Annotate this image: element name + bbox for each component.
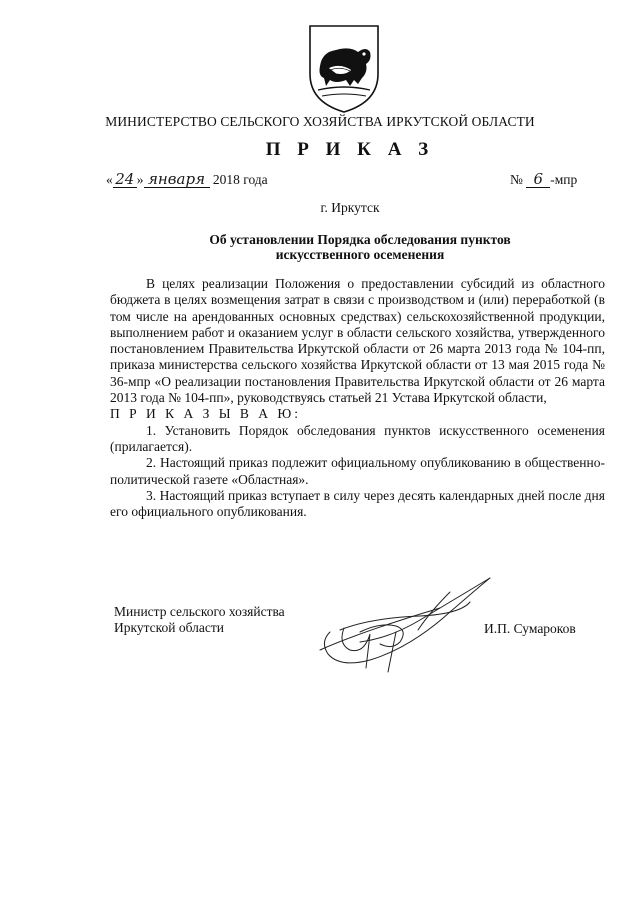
date-month: января (144, 172, 210, 188)
city: г. Иркутск (320, 200, 380, 215)
signer-position-line-1: Министр сельского хозяйства (114, 604, 285, 619)
signer-position (114, 604, 285, 637)
order-item-3: 3. Настоящий приказ вступает в силу через десять календарных дней после дня его официального опубликования. (110, 487, 605, 520)
order-title-line-2: искусственного осеменения (275, 247, 445, 262)
signer-position-line-2: Иркутской области (114, 620, 225, 636)
order-item-2: 2. Настоящий приказ подлежит официальному опубликованию в общественно-политической газете «Областная». (110, 455, 605, 487)
date-close-quote: » (136, 172, 144, 187)
ministry-name: МИНИСТЕРСТВО СЕЛЬСКОГО ХОЗЯЙСТВА ИРКУТСКОЙ ОБЛАСТИ (105, 114, 535, 129)
irkutsk-coat-of-arms-icon (306, 22, 382, 116)
date-year: 2018 года (212, 172, 268, 187)
order-date (106, 172, 268, 188)
handwritten-signature (300, 572, 500, 682)
order-directive: П Р И К А З Ы В А Ю: (110, 406, 302, 422)
order-body (110, 276, 605, 520)
number-suffix: -мпр (550, 172, 578, 187)
number-value: 6 (526, 172, 550, 188)
order-item-1: 1. Установить Порядок обследования пунктов искусственного осеменения (прилагается). (110, 422, 605, 454)
order-title-line-1: Об установлении Порядка обследования пунктов (209, 232, 511, 247)
document-type: П Р И К А З (265, 139, 435, 160)
order-number (510, 172, 577, 188)
order-title (160, 232, 560, 262)
date-day: 24 (113, 172, 137, 188)
date-open-quote: « (106, 172, 113, 187)
preamble-paragraph: В целях реализации Положения о предоставлении субсидий из областного бюджета в целях возмещения затрат в связи с производством и (или) переработкой (в том числе на арендованных основных средствах) сельскохозяйственной продукции, выполнением работ и оказанием услуг в области сельского хозяйства, утвержденного постановлением Правительства Иркутской области от 26 марта 2013 года № 104-пп, приказа министерства сельского хозяйства Иркутской области от 13 мая 2015 года № 36-мпр «О реализации постановления Правительства Иркутской области от 26 марта 2013 года № 104-пп», руководствуясь статьей 21 Устава Иркутской области, (110, 276, 605, 406)
number-prefix: № (510, 172, 523, 187)
signer-name: И.П. Сумароков (484, 621, 576, 636)
